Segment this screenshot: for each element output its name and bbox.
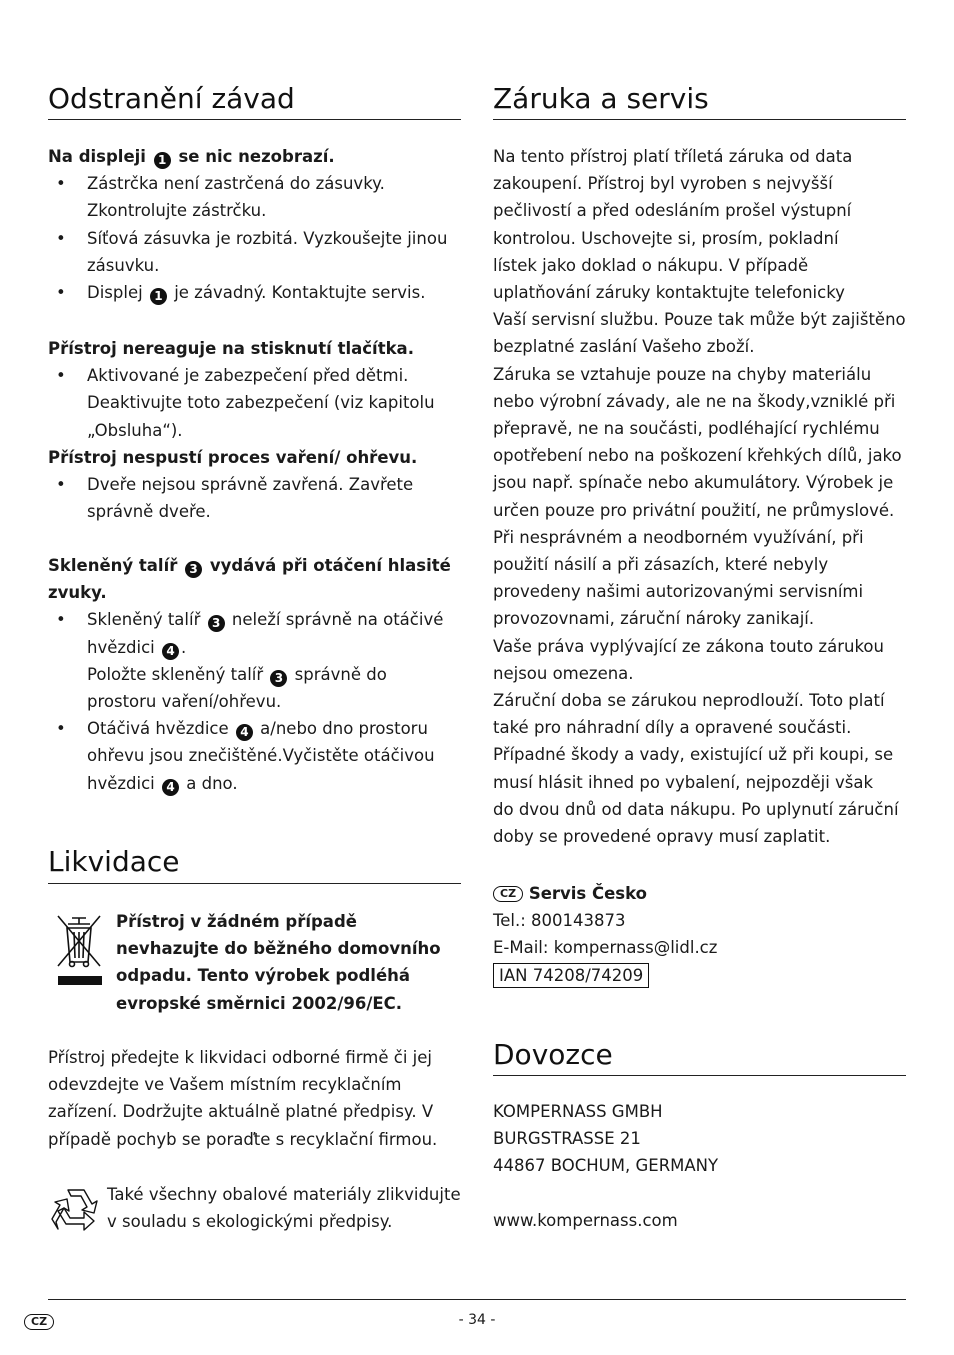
service-contact <box>493 880 906 989</box>
list-item: • Zástrčka není zastrčená do zásuvky. Zkontrolujte zástrčku. <box>48 170 461 224</box>
paragraph: Záruční doba se zárukou neprodlouží. Toto platí také pro náhradní díly a opravené součásti. Případné škody a vady, existující už při koupi, se musí hlásit ihned po vybalení, nejpozději však <box>493 691 894 792</box>
part-number-badge: 3 <box>185 561 202 578</box>
service-email: E-Mail: kompernass@lidl.cz <box>493 938 718 958</box>
disposal-paragraph: Přístroj předejte k likvidaci odborné firmě či jej odevzdejte ve Vašem místním recyklačním zařízení. Dodržujte aktuálně platné předpisy. V případě pochyb se poraďte s recyklační firmou. <box>48 1048 438 1149</box>
importer-title: Dovozce <box>493 1038 613 1071</box>
part-number-badge: 1 <box>154 152 171 169</box>
paragraph: Při nesprávném a neodborném využívání, při použití násilí a při zásazích, které nebyly provedeny našimi autorizovanými servisními provozovnami, záruční nároky zanikají. <box>493 527 864 629</box>
paragraph: Vaší servisní službu. Pouze tak může být zajištěno bezplatné zaslání Vašeho zboží. <box>493 310 906 357</box>
service-heading: CZ Servis Česko <box>493 880 906 907</box>
paragraph: Na tento přístroj platí tříletá záruka od data zakoupení. Přístroj byl vyroben s nejvyšší pečlivostí a před odesláním prošel výstupní kontrolou. Uschovejte si, prosím, pokladní <box>493 147 853 248</box>
disposal-title: Likvidace <box>48 845 180 878</box>
paragraph: do dvou dnů od data nákupu. Po uplynutí záruční doby se provedené opravy musí zaplatit. <box>493 799 899 847</box>
paragraph: Záruka se vztahuje pouze na chyby materiálu nebo výrobní závady, ale ne na škody,vzniklé při přepravě, ne na součásti, podléhající rychlému opotřebení nebo na poškození křehkých dílů, jako jsou např. spínače nebo akumulátory. Výrobek je určen pouze pro privátní použití, ne průmyslové. <box>493 364 902 520</box>
list-item: • Otáčivá hvězdice 4 a/nebo dno prostoru ohřevu jsou znečištěné.Vyčistěte otáčivou hvězdici 4 a dno. <box>48 715 461 797</box>
importer-address <box>493 1098 906 1234</box>
address-line: KOMPERNASS GMBH <box>493 1102 663 1121</box>
warranty-title: Záruka a servis <box>493 82 709 115</box>
section-heading: Na displeji 1 se nic nezobrazí. <box>48 147 335 167</box>
plate-section <box>48 552 461 797</box>
address-line: 44867 BOCHUM, GERMANY <box>493 1156 719 1176</box>
address-line: BURGSTRASSE 21 <box>493 1129 641 1149</box>
display-section <box>48 143 461 306</box>
list-item: • Skleněný talíř 3 neleží správně na otáčivé hvězdici 4 . Položte skleněný talíř 3 správně do prostoru vaření/ohřevu. <box>48 606 461 715</box>
title-rule <box>493 119 906 120</box>
warranty-text <box>493 143 906 850</box>
list-item: • Aktivované je zabezpečení před dětmi. Deaktivujte toto zabezpečení (viz kapitolu „Obsluha“). <box>48 362 461 444</box>
part-number-badge: 1 <box>150 288 167 305</box>
country-badge: CZ <box>493 886 523 902</box>
title-rule <box>48 883 461 884</box>
troubleshooting-title: Odstranění závad <box>48 82 295 115</box>
section-heading: Skleněný talíř 3 vydává při otáčení hlasité zvuky. <box>48 556 451 603</box>
part-number-badge: 4 <box>162 643 179 660</box>
part-number-badge: 4 <box>162 779 179 796</box>
footer-rule <box>48 1299 906 1300</box>
list-item: • Displej 1 je závadný. Kontaktujte servis. <box>48 279 461 306</box>
part-number-badge: 3 <box>270 670 287 687</box>
recycle-icon <box>48 1184 104 1236</box>
website: www.kompernass.com <box>493 1210 678 1230</box>
ian-number: IAN 74208/74209 <box>493 963 649 988</box>
crossed-bin-icon <box>54 912 104 988</box>
cooking-section <box>48 444 461 526</box>
section-heading: Přístroj nespustí proces vaření/ ohřevu. <box>48 448 418 467</box>
part-number-badge: 3 <box>208 615 225 632</box>
title-rule <box>493 1075 906 1076</box>
recycle-note: Také všechny obalové materiály zlikvidujte v souladu s ekologickými předpisy. <box>107 1185 461 1232</box>
section-heading: Přístroj nereaguje na stisknutí tlačítka. <box>48 339 414 358</box>
service-phone: Tel.: 800143873 <box>493 911 626 931</box>
part-number-badge: 4 <box>236 724 253 741</box>
title-rule <box>48 119 461 120</box>
list-item: • Dveře nejsou správně zavřená. Zavřete správně dveře. <box>48 471 461 525</box>
paragraph: Vaše práva vyplývající ze zákona touto zárukou nejsou omezena. <box>493 636 884 683</box>
list-item: • Síťová zásuvka je rozbitá. Vyzkoušejte jinou zásuvku. <box>48 225 461 279</box>
footer-country-badge: CZ <box>24 1312 54 1331</box>
page-number: - 34 - <box>458 1312 496 1328</box>
disposal-warning: Přístroj v žádném případě nevhazujte do běžného domovního odpadu. Tento výrobek podléhá evropské směrnici 2002/96/EC. <box>116 912 441 1013</box>
paragraph: lístek jako doklad o nákupu. V případě uplatňování záruky kontaktujte telefonicky <box>493 255 845 303</box>
buttons-section <box>48 335 461 444</box>
